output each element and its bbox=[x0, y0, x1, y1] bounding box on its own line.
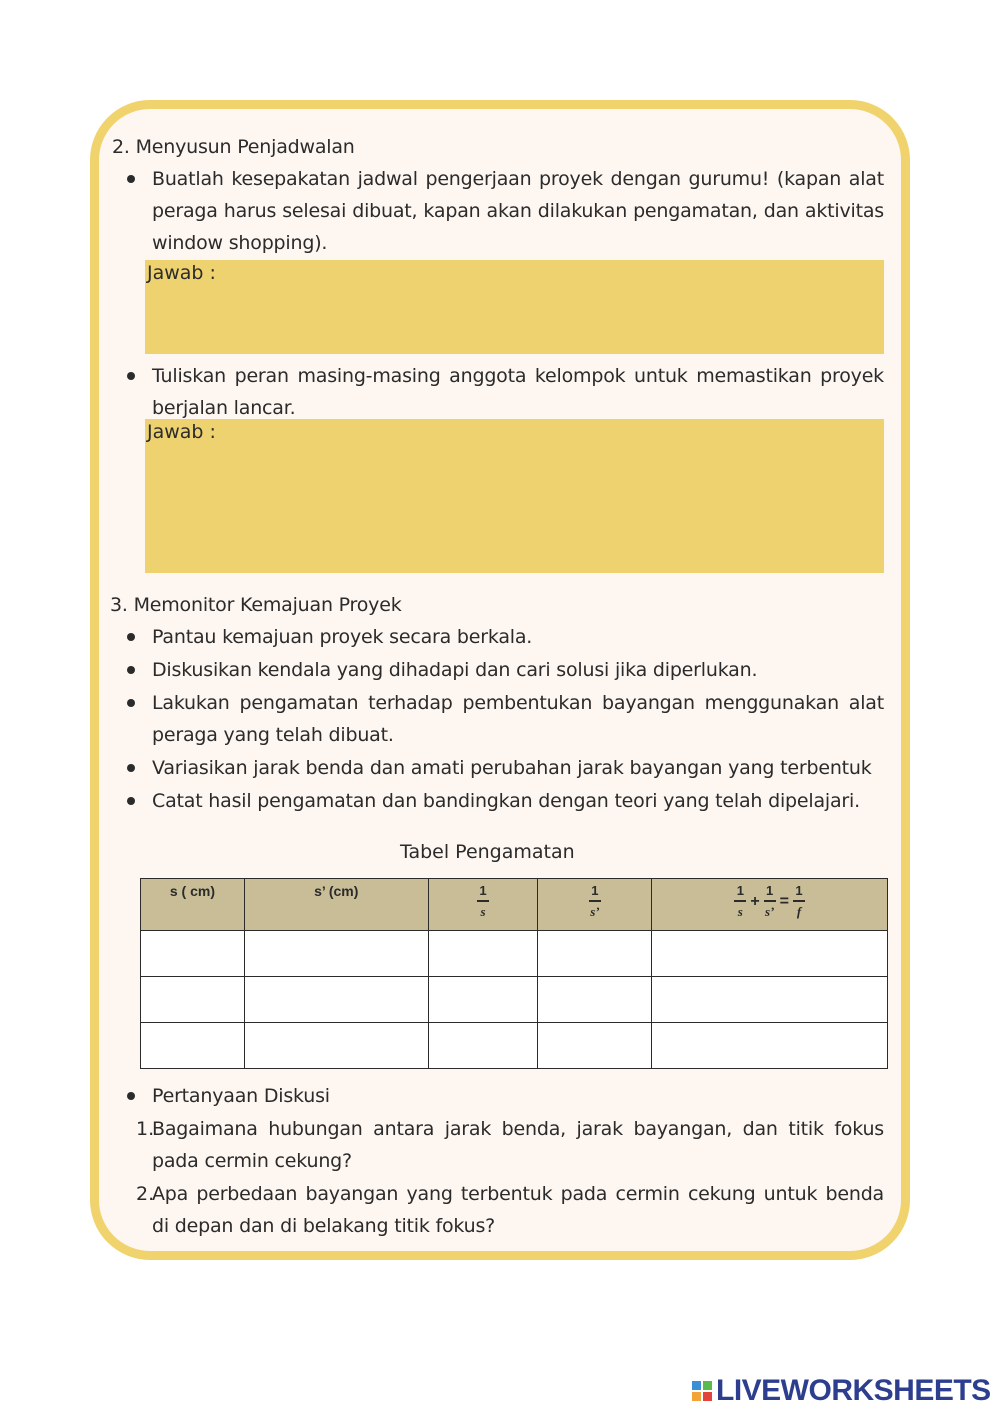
header-s: s ( cm) bbox=[141, 879, 245, 931]
section3-bullet: Diskusikan kendala yang dihadapi dan cari solusi jika diperlukan. bbox=[152, 659, 758, 681]
header-lens-formula: $\frac{1}{s}$ + $\frac{1}{s’}$ = $\frac{1}{f}$ bbox=[652, 879, 888, 931]
header-s-prime: s’ (cm) bbox=[244, 879, 428, 931]
table-cell[interactable] bbox=[141, 977, 245, 1023]
answer-label: Jawab : bbox=[147, 262, 216, 284]
section3-bullet: Catat hasil pengamatan dan bandingkan dengan teori yang telah dipelajari. bbox=[152, 790, 860, 812]
question-number: 2. bbox=[136, 1183, 155, 1205]
section2-heading: 2. Menyusun Penjadwalan bbox=[112, 136, 355, 158]
section3-heading: 3. Memonitor Kemajuan Proyek bbox=[110, 594, 402, 616]
table-cell[interactable] bbox=[652, 977, 888, 1023]
bullet-icon bbox=[127, 372, 135, 380]
table-cell[interactable] bbox=[538, 1023, 652, 1069]
table-title: Tabel Pengamatan bbox=[400, 841, 575, 863]
section3-bullet: Variasikan jarak benda dan amati perubahan jarak bayangan yang terbentuk bbox=[152, 757, 872, 779]
table-cell[interactable] bbox=[428, 1023, 538, 1069]
table-cell[interactable] bbox=[244, 1023, 428, 1069]
bullet-icon bbox=[127, 797, 135, 805]
table-row bbox=[141, 977, 888, 1023]
table-cell[interactable] bbox=[538, 931, 652, 977]
table-row bbox=[141, 931, 888, 977]
answer-box-1[interactable] bbox=[145, 260, 884, 354]
table-cell[interactable] bbox=[141, 1023, 245, 1069]
section3-bullet: Pantau kemajuan proyek secara berkala. bbox=[152, 626, 533, 648]
table-cell[interactable] bbox=[652, 931, 888, 977]
table-cell[interactable] bbox=[244, 977, 428, 1023]
bullet-icon bbox=[127, 175, 135, 183]
discussion-question-1: Bagaimana hubungan antara jarak benda, jarak bayangan, dan titik fokus pada cermin cekung? bbox=[152, 1118, 884, 1172]
table-cell[interactable] bbox=[428, 931, 538, 977]
bullet-icon bbox=[127, 699, 135, 707]
header-inverse-s: $\frac{1}{s}$ bbox=[428, 879, 538, 931]
discussion-question-2: Apa perbedaan bayangan yang terbentuk pada cermin cekung untuk benda di depan dan di belakang titik fokus? bbox=[152, 1183, 884, 1237]
section3-bullet: Lakukan pengamatan terhadap pembentukan bayangan menggunakan alat peraga yang telah dibuat. bbox=[152, 692, 884, 746]
answer-label: Jawab : bbox=[147, 421, 216, 443]
section2-bullet1: Buatlah kesepakatan jadwal pengerjaan proyek dengan gurumu! (kapan alat peraga harus selesai dibuat, kapan akan dilakukan pengamatan, dan aktivitas window shopping). bbox=[152, 168, 884, 254]
table-cell[interactable] bbox=[538, 977, 652, 1023]
table-cell[interactable] bbox=[428, 977, 538, 1023]
table-cell[interactable] bbox=[141, 931, 245, 977]
question-number: 1. bbox=[136, 1118, 155, 1140]
table-cell[interactable] bbox=[244, 931, 428, 977]
observation-table bbox=[140, 878, 888, 1069]
section2-bullet2: Tuliskan peran masing-masing anggota kelompok untuk memastikan proyek berjalan lancar. bbox=[152, 365, 884, 419]
bullet-icon bbox=[127, 666, 135, 674]
table-cell[interactable] bbox=[652, 1023, 888, 1069]
liveworksheets-logo[interactable] bbox=[692, 1374, 991, 1408]
logo-squares-icon bbox=[692, 1381, 712, 1401]
header-inverse-s-prime: $\frac{1}{s’}$ bbox=[538, 879, 652, 931]
discussion-heading: Pertanyaan Diskusi bbox=[152, 1085, 330, 1107]
bullet-icon bbox=[127, 1092, 135, 1100]
bullet-icon bbox=[127, 633, 135, 641]
logo-text: LIVEWORKSHEETS bbox=[716, 1374, 991, 1407]
table-row bbox=[141, 1023, 888, 1069]
answer-box-2[interactable] bbox=[145, 419, 884, 573]
bullet-icon bbox=[127, 764, 135, 772]
